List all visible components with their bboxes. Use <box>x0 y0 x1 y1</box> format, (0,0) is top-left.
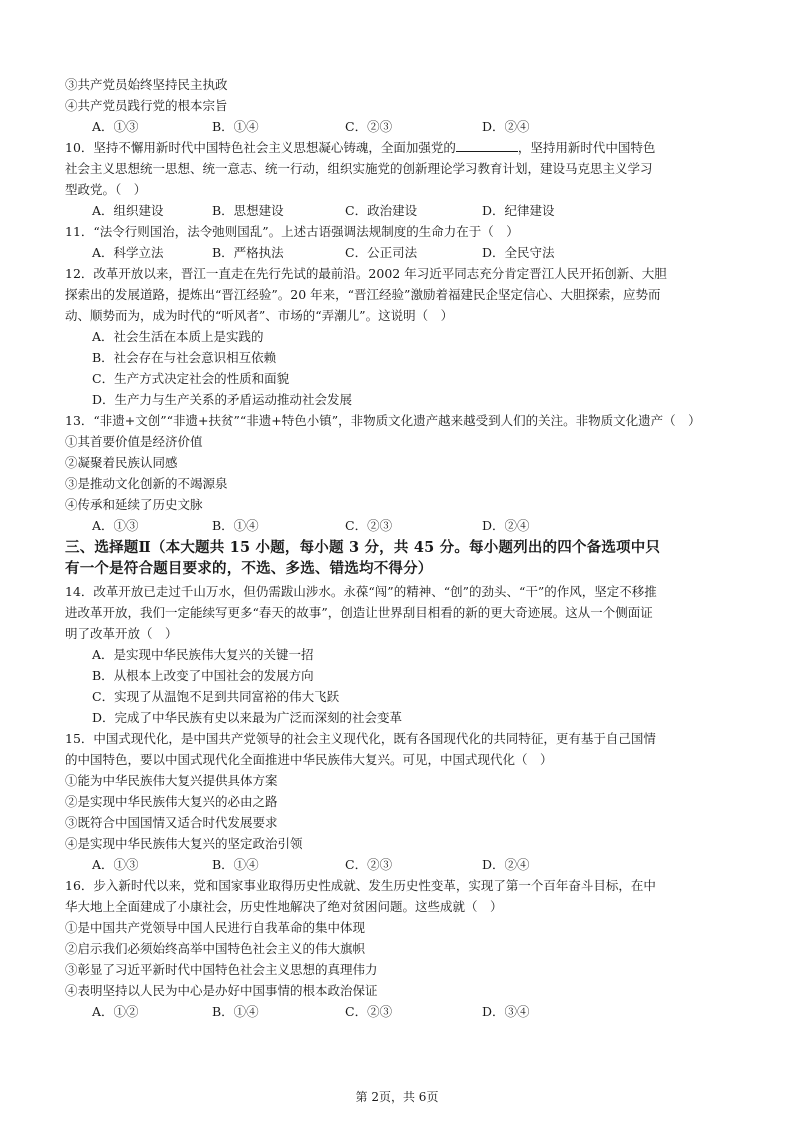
q9-option-c: C．②③ <box>345 119 393 134</box>
q10-line-2: 社会主义思想统一思想、统一意志、统一行动，组织实施党的创新理论学习教育计划，建设马克思主义学习 <box>65 161 653 176</box>
q14-line-3: 明了改革开放（ ） <box>65 626 178 641</box>
q11-option-b: B．严格执法 <box>212 245 284 260</box>
q16-option-a: A．①② <box>92 1004 139 1019</box>
q14-line-1: 14．改革开放已走过千山万水，但仍需跋山涉水。永葆“闯”的精神、“创”的劲头、“干”的作风，坚定不移推 <box>65 584 657 599</box>
q13-option-a: A．①③ <box>92 518 139 533</box>
q12-line-1: 12．改革开放以来，晋江一直走在先行先试的最前沿。2002 年习近平同志充分肯定晋江人民开拓创新、大胆 <box>65 266 667 281</box>
q13-statement-3: ③是推动文化创新的不竭源泉 <box>65 476 228 491</box>
q11-line-1: 11．“法令行则国治，法令弛则国乱”。上述古语强调法规制度的生命力在于（ ） <box>65 224 519 239</box>
q11-option-a: A．科学立法 <box>92 245 164 260</box>
q16-statement-2: ②启示我们必须始终高举中国特色社会主义的伟大旗帜 <box>65 941 366 956</box>
q15-line-2: 的中国特色，要以中国式现代化全面推进中华民族伟大复兴。可见，中国式现代化（ ） <box>65 752 553 767</box>
q15-statement-1: ①能为中华民族伟大复兴提供具体方案 <box>65 773 278 788</box>
q9-option-d: D．②④ <box>482 119 530 134</box>
q10-stem-after-blank: ，坚持用新时代中国特色 <box>517 140 656 155</box>
section-3-heading-line-1: 三、选择题Ⅱ（本大题共 15 小题，每小题 3 分，共 45 分。每小题列出的四个备选项中只 <box>65 539 661 556</box>
q10-stem-before-blank: 10．坚持不懈用新时代中国特色社会主义思想凝心铸魂，全面加强党的 <box>65 140 456 155</box>
q16-line-2: 华大地上全面建成了小康社会，历史性地解决了绝对贫困问题。这些成就（ ） <box>65 899 503 914</box>
q13-options <box>92 516 692 536</box>
q9-statement-4: ④共产党员践行党的根本宗旨 <box>65 98 228 113</box>
q15-option-c: C．②③ <box>345 857 393 872</box>
q10-answer-blank <box>456 138 518 152</box>
q13-line-1: 13．“非遗+文创”“非遗+扶贫”“非遗+特色小镇”，非物质文化遗产越来越受到人们的关注。非物质文化遗产（ ） <box>65 413 701 428</box>
q12-option-a: A．社会生活在本质上是实践的 <box>92 329 264 344</box>
q16-option-d: D．③④ <box>482 1004 530 1019</box>
q14-option-d: D．完成了中华民族有史以来最为广泛而深刻的社会变革 <box>92 710 403 725</box>
q16-statement-1: ①是中国共产党领导中国人民进行自我革命的集中体现 <box>65 920 366 935</box>
q9-statement-3: ③共产党员始终坚持民主执政 <box>65 77 228 92</box>
q10-options <box>92 201 692 221</box>
q13-statement-2: ②凝聚着民族认同感 <box>65 455 178 470</box>
q14-option-c: C．实现了从温饱不足到共同富裕的伟大飞跃 <box>92 689 340 704</box>
q13-statement-1: ①其首要价值是经济价值 <box>65 434 203 449</box>
q16-line-1: 16．步入新时代以来，党和国家事业取得历史性成就、发生历史性变革，实现了第一个百年奋斗目标，在中 <box>65 878 656 893</box>
q12-option-c: C．生产方式决定社会的性质和面貌 <box>92 371 290 386</box>
page-number-footer: 第 2页，共 6页 <box>355 1090 439 1104</box>
q15-statement-4: ④是实现中华民族伟大复兴的坚定政治引领 <box>65 836 303 851</box>
q12-option-d: D．生产力与生产关系的矛盾运动推动社会发展 <box>92 392 353 407</box>
q11-option-c: C．公正司法 <box>345 245 418 260</box>
q13-option-d: D．②④ <box>482 518 530 533</box>
q15-option-d: D．②④ <box>482 857 530 872</box>
q12-option-b: B．社会存在与社会意识相互依赖 <box>92 350 277 365</box>
q10-option-c: C．政治建设 <box>345 203 418 218</box>
q13-statement-4: ④传承和延续了历史文脉 <box>65 497 203 512</box>
q16-statement-4: ④表明坚持以人民为中心是办好中国事情的根本政治保证 <box>65 983 378 998</box>
q12-line-2: 探索出的发展道路，提炼出“晋江经验”。20 年来，“晋江经验”激励着福建民企坚定信心、大胆探索，应势而 <box>65 287 661 302</box>
q10-line-3: 型政党。（ ） <box>65 182 147 197</box>
q15-line-1: 15．中国式现代化，是中国共产党领导的社会主义现代化，既有各国现代化的共同特征，更有基于自己国情 <box>65 731 656 746</box>
q10-option-b: B．思想建设 <box>212 203 284 218</box>
q12-line-3: 动、顺势而为，成为时代的“听风者”、市场的“弄潮儿”。这说明（ ） <box>65 308 454 323</box>
q15-option-a: A．①③ <box>92 857 139 872</box>
q16-option-b: B．①④ <box>212 1004 259 1019</box>
q15-statement-2: ②是实现中华民族伟大复兴的必由之路 <box>65 794 278 809</box>
q10-option-d: D．纪律建设 <box>482 203 555 218</box>
q14-line-2: 进改革开放，我们一定能续写更多“春天的故事”，创造让世界刮目相看的新的更大奇迹展。这从一个侧面证 <box>65 605 653 620</box>
q16-option-c: C．②③ <box>345 1004 393 1019</box>
q9-options <box>92 117 692 137</box>
q15-option-b: B．①④ <box>212 857 259 872</box>
q14-option-a: A．是实现中华民族伟大复兴的关键一招 <box>92 647 314 662</box>
q9-option-a: A．①③ <box>92 119 139 134</box>
q16-statement-3: ③彰显了习近平新时代中国特色社会主义思想的真理伟力 <box>65 962 378 977</box>
q14-option-b: B．从根本上改变了中国社会的发展方向 <box>92 668 314 683</box>
q10-option-a: A．组织建设 <box>92 203 164 218</box>
q10-line-1 <box>65 138 655 158</box>
q16-options <box>92 1002 692 1022</box>
q13-option-c: C．②③ <box>345 518 393 533</box>
q15-statement-3: ③既符合中国国情又适合时代发展要求 <box>65 815 278 830</box>
section-3-heading-line-2: 有一个是符合题目要求的，不选、多选、错选均不得分） <box>65 560 433 577</box>
q11-option-d: D．全民守法 <box>482 245 555 260</box>
q9-option-b: B．①④ <box>212 119 259 134</box>
q13-option-b: B．①④ <box>212 518 259 533</box>
q15-options <box>92 855 692 875</box>
q11-options <box>92 243 692 263</box>
